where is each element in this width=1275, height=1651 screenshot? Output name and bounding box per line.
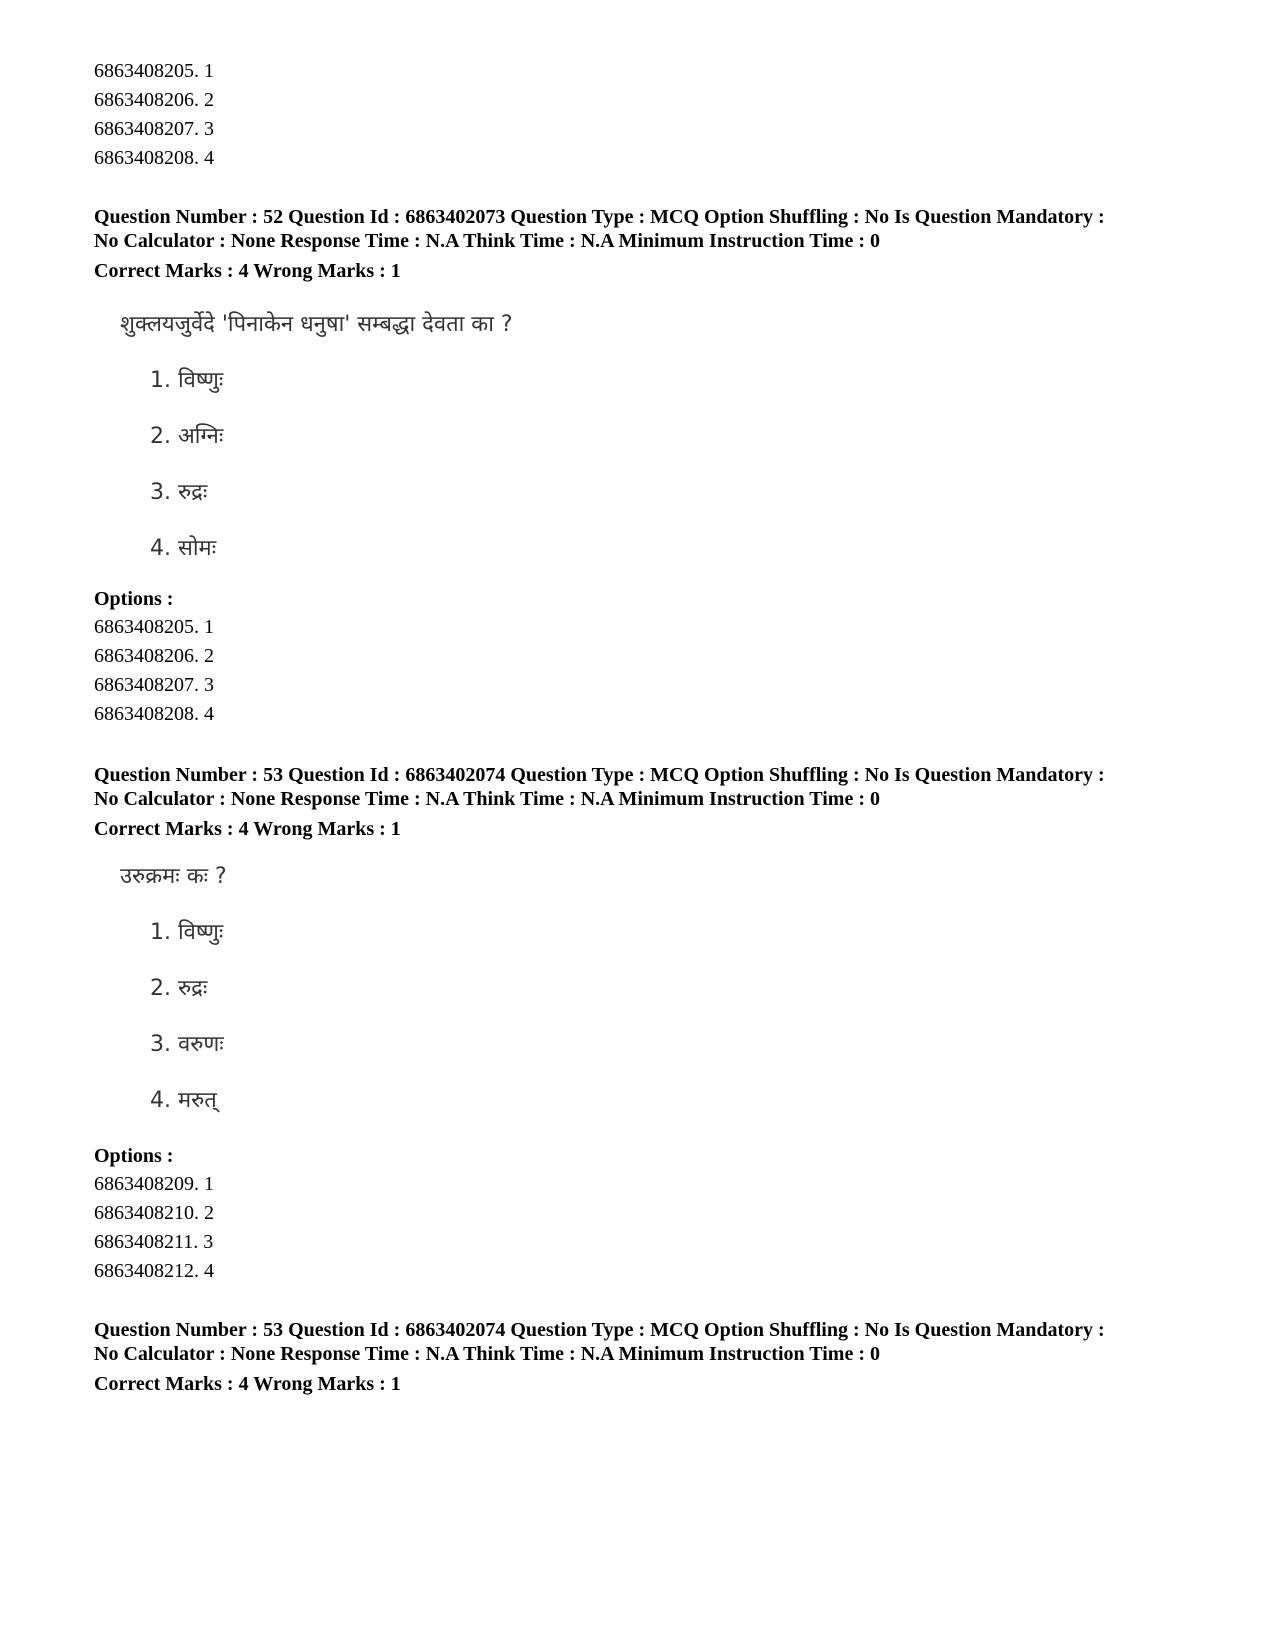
option-line: 6863408205. 1 bbox=[94, 60, 214, 82]
question-choice: 1. विष्णुः bbox=[150, 368, 224, 393]
question-stem: उरुक्रमः कः ? bbox=[120, 864, 227, 889]
question-choice: 1. विष्णुः bbox=[150, 920, 224, 945]
question-header-line2: No Calculator : None Response Time : N.A Think Time : N.A Minimum Instruction Time : 0 bbox=[94, 1343, 880, 1365]
option-line: 6863408208. 4 bbox=[94, 703, 214, 725]
option-line: 6863408207. 3 bbox=[94, 118, 214, 140]
options-label: Options : bbox=[94, 588, 174, 610]
question-stem: शुक्लयजुर्वेदे 'पिनाकेन धनुषा' सम्बद्धा देवता का ? bbox=[120, 312, 513, 337]
question-choice: 3. वरुणः bbox=[150, 1032, 224, 1057]
option-line: 6863408209. 1 bbox=[94, 1173, 214, 1195]
question-header-line1: Question Number : 53 Question Id : 6863402074 Question Type : MCQ Option Shuffling : No Is Question Mandatory : bbox=[94, 764, 1105, 786]
option-line: 6863408206. 2 bbox=[94, 645, 214, 667]
option-line: 6863408212. 4 bbox=[94, 1260, 214, 1282]
option-line: 6863408205. 1 bbox=[94, 616, 214, 638]
question-block-53 bbox=[94, 763, 1214, 843]
question-image-53 bbox=[120, 862, 227, 1116]
question-marks: Correct Marks : 4 Wrong Marks : 1 bbox=[94, 818, 401, 840]
options-section-53 bbox=[94, 1142, 214, 1286]
options-label: Options : bbox=[94, 1145, 174, 1167]
question-choice: 4. मरुत् bbox=[150, 1088, 217, 1113]
question-marks: Correct Marks : 4 Wrong Marks : 1 bbox=[94, 260, 401, 282]
question-header-line1: Question Number : 52 Question Id : 6863402073 Question Type : MCQ Option Shuffling : No Is Question Mandatory : bbox=[94, 206, 1105, 228]
option-line: 6863408207. 3 bbox=[94, 674, 214, 696]
question-choice: 4. सोमः bbox=[150, 536, 217, 561]
question-header-line1: Question Number : 53 Question Id : 6863402074 Question Type : MCQ Option Shuffling : No Is Question Mandatory : bbox=[94, 1319, 1105, 1341]
top-options-list bbox=[94, 57, 214, 173]
option-line: 6863408211. 3 bbox=[94, 1231, 214, 1253]
option-line: 6863408208. 4 bbox=[94, 147, 214, 169]
option-line: 6863408210. 2 bbox=[94, 1202, 214, 1224]
question-header-line2: No Calculator : None Response Time : N.A Think Time : N.A Minimum Instruction Time : 0 bbox=[94, 230, 880, 252]
question-block-52 bbox=[94, 205, 1214, 285]
question-choice: 2. रुद्रः bbox=[150, 976, 208, 1001]
question-marks: Correct Marks : 4 Wrong Marks : 1 bbox=[94, 1373, 401, 1395]
option-line: 6863408206. 2 bbox=[94, 89, 214, 111]
question-block-53-repeat bbox=[94, 1318, 1214, 1398]
question-header-line2: No Calculator : None Response Time : N.A Think Time : N.A Minimum Instruction Time : 0 bbox=[94, 788, 880, 810]
question-choice: 2. अग्निः bbox=[150, 424, 224, 449]
question-image-52 bbox=[120, 310, 513, 564]
options-section-52 bbox=[94, 585, 214, 729]
question-choice: 3. रुद्रः bbox=[150, 480, 208, 505]
